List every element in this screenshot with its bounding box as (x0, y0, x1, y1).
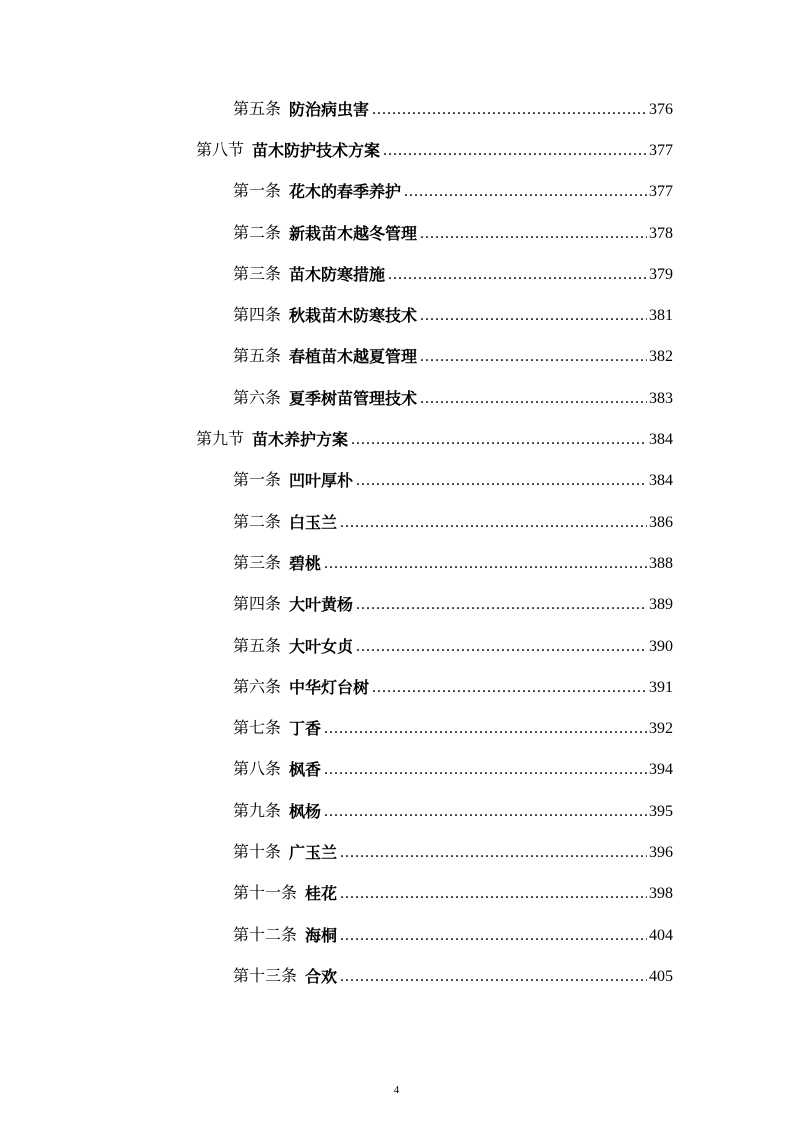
toc-entry-page: 377 (649, 141, 673, 159)
toc-entry-title: 丁香 (289, 719, 322, 739)
dot-leader (340, 928, 647, 944)
dot-leader (372, 680, 647, 696)
toc-entry-page: 378 (649, 224, 673, 242)
toc-entry-number: 第三条 (233, 554, 282, 572)
toc-entry-title: 苗木防护技术方案 (252, 140, 381, 160)
toc-entry-title: 新栽苗木越冬管理 (289, 223, 418, 243)
toc-article-entry[interactable] (0, 543, 793, 584)
toc-entry-page: 396 (649, 843, 673, 861)
toc-entry-number: 第五条 (233, 348, 282, 366)
toc-entry-number: 第八条 (233, 761, 282, 779)
toc-entry-number: 第二条 (233, 224, 282, 242)
toc-entry-number: 第二条 (233, 513, 282, 531)
table-of-contents (0, 89, 793, 998)
toc-entry-title: 春植苗木越夏管理 (289, 347, 418, 367)
dot-leader (324, 721, 647, 737)
dot-leader (372, 102, 647, 118)
page-number: 4 (393, 1084, 400, 1096)
toc-entry-title: 花木的春季养护 (289, 182, 402, 202)
toc-section-entry[interactable] (0, 419, 793, 460)
toc-article-entry[interactable] (0, 956, 793, 997)
dot-leader (340, 886, 647, 902)
toc-entry-number: 第十条 (233, 843, 282, 861)
dot-leader (383, 143, 647, 159)
dot-leader (404, 184, 647, 200)
toc-entry-page: 390 (649, 637, 673, 655)
toc-entry-page: 386 (649, 513, 673, 531)
dot-leader (388, 267, 647, 283)
toc-entry-title: 夏季树苗管理技术 (289, 388, 418, 408)
toc-article-entry[interactable] (0, 337, 793, 378)
toc-article-entry[interactable] (0, 172, 793, 213)
toc-entry-number: 第四条 (233, 307, 282, 325)
toc-entry-page: 389 (649, 596, 673, 614)
dot-leader (356, 639, 647, 655)
dot-leader (356, 597, 647, 613)
toc-entry-number: 第八节 (196, 141, 245, 159)
toc-entry-number: 第九节 (196, 431, 245, 449)
toc-entry-number: 第十二条 (233, 926, 298, 944)
toc-entry-title: 秋栽苗木防寒技术 (289, 306, 418, 326)
toc-entry-number: 第五条 (233, 100, 282, 118)
dot-leader (324, 804, 647, 820)
toc-entry-page: 398 (649, 885, 673, 903)
toc-article-entry[interactable] (0, 791, 793, 832)
toc-article-entry[interactable] (0, 461, 793, 502)
toc-entry-number: 第六条 (233, 389, 282, 407)
toc-entry-page: 379 (649, 265, 673, 283)
dot-leader (340, 845, 647, 861)
toc-entry-number: 第十三条 (233, 967, 298, 985)
toc-entry-title: 大叶黄杨 (289, 595, 354, 615)
dot-leader (351, 432, 647, 448)
toc-article-entry[interactable] (0, 915, 793, 956)
toc-article-entry[interactable] (0, 378, 793, 419)
toc-entry-page: 404 (649, 926, 673, 944)
toc-entry-title: 海桐 (305, 925, 338, 945)
toc-article-entry[interactable] (0, 295, 793, 336)
toc-entry-title: 广玉兰 (289, 842, 338, 862)
toc-entry-title: 碧桃 (289, 553, 322, 573)
dot-leader (420, 349, 647, 365)
toc-entry-page: 382 (649, 348, 673, 366)
toc-entry-number: 第一条 (233, 472, 282, 490)
toc-entry-number: 第七条 (233, 720, 282, 738)
toc-entry-page: 388 (649, 554, 673, 572)
dot-leader (420, 308, 647, 324)
toc-article-entry[interactable] (0, 832, 793, 873)
toc-entry-title: 中华灯台树 (289, 677, 370, 697)
toc-entry-title: 枫杨 (289, 801, 322, 821)
dot-leader (340, 515, 647, 531)
toc-entry-page: 381 (649, 307, 673, 325)
toc-entry-page: 384 (649, 472, 673, 490)
toc-entry-page: 376 (649, 100, 673, 118)
toc-article-entry[interactable] (0, 89, 793, 130)
dot-leader (420, 391, 647, 407)
toc-entry-title: 大叶女贞 (289, 636, 354, 656)
toc-entry-page: 383 (649, 389, 673, 407)
toc-entry-number: 第一条 (233, 183, 282, 201)
toc-entry-number: 第三条 (233, 265, 282, 283)
toc-article-entry[interactable] (0, 626, 793, 667)
toc-article-entry[interactable] (0, 502, 793, 543)
dot-leader (324, 556, 647, 572)
toc-entry-number: 第五条 (233, 637, 282, 655)
toc-entry-title: 苗木防寒措施 (289, 264, 386, 284)
dot-leader (340, 969, 647, 985)
toc-article-entry[interactable] (0, 708, 793, 749)
toc-article-entry[interactable] (0, 750, 793, 791)
toc-entry-title: 桂花 (305, 884, 338, 904)
toc-entry-number: 第九条 (233, 802, 282, 820)
toc-entry-page: 394 (649, 761, 673, 779)
toc-entry-title: 合欢 (305, 966, 338, 986)
toc-article-entry[interactable] (0, 667, 793, 708)
toc-entry-page: 395 (649, 802, 673, 820)
dot-leader (356, 473, 647, 489)
toc-entry-title: 苗木养护方案 (252, 430, 349, 450)
dot-leader (420, 226, 647, 242)
toc-entry-page: 391 (649, 678, 673, 696)
toc-entry-number: 第六条 (233, 678, 282, 696)
toc-entry-title: 防治病虫害 (289, 99, 370, 119)
toc-section-entry[interactable] (0, 130, 793, 171)
toc-article-entry[interactable] (0, 585, 793, 626)
toc-article-entry[interactable] (0, 874, 793, 915)
dot-leader (324, 762, 647, 778)
toc-entry-page: 384 (649, 431, 673, 449)
toc-entry-title: 白玉兰 (289, 512, 338, 532)
toc-entry-page: 392 (649, 720, 673, 738)
toc-entry-number: 第四条 (233, 596, 282, 614)
toc-entry-page: 377 (649, 183, 673, 201)
toc-entry-page: 405 (649, 967, 673, 985)
toc-article-entry[interactable] (0, 213, 793, 254)
toc-entry-title: 枫香 (289, 760, 322, 780)
toc-entry-number: 第十一条 (233, 885, 298, 903)
toc-article-entry[interactable] (0, 254, 793, 295)
toc-entry-title: 凹叶厚朴 (289, 471, 354, 491)
